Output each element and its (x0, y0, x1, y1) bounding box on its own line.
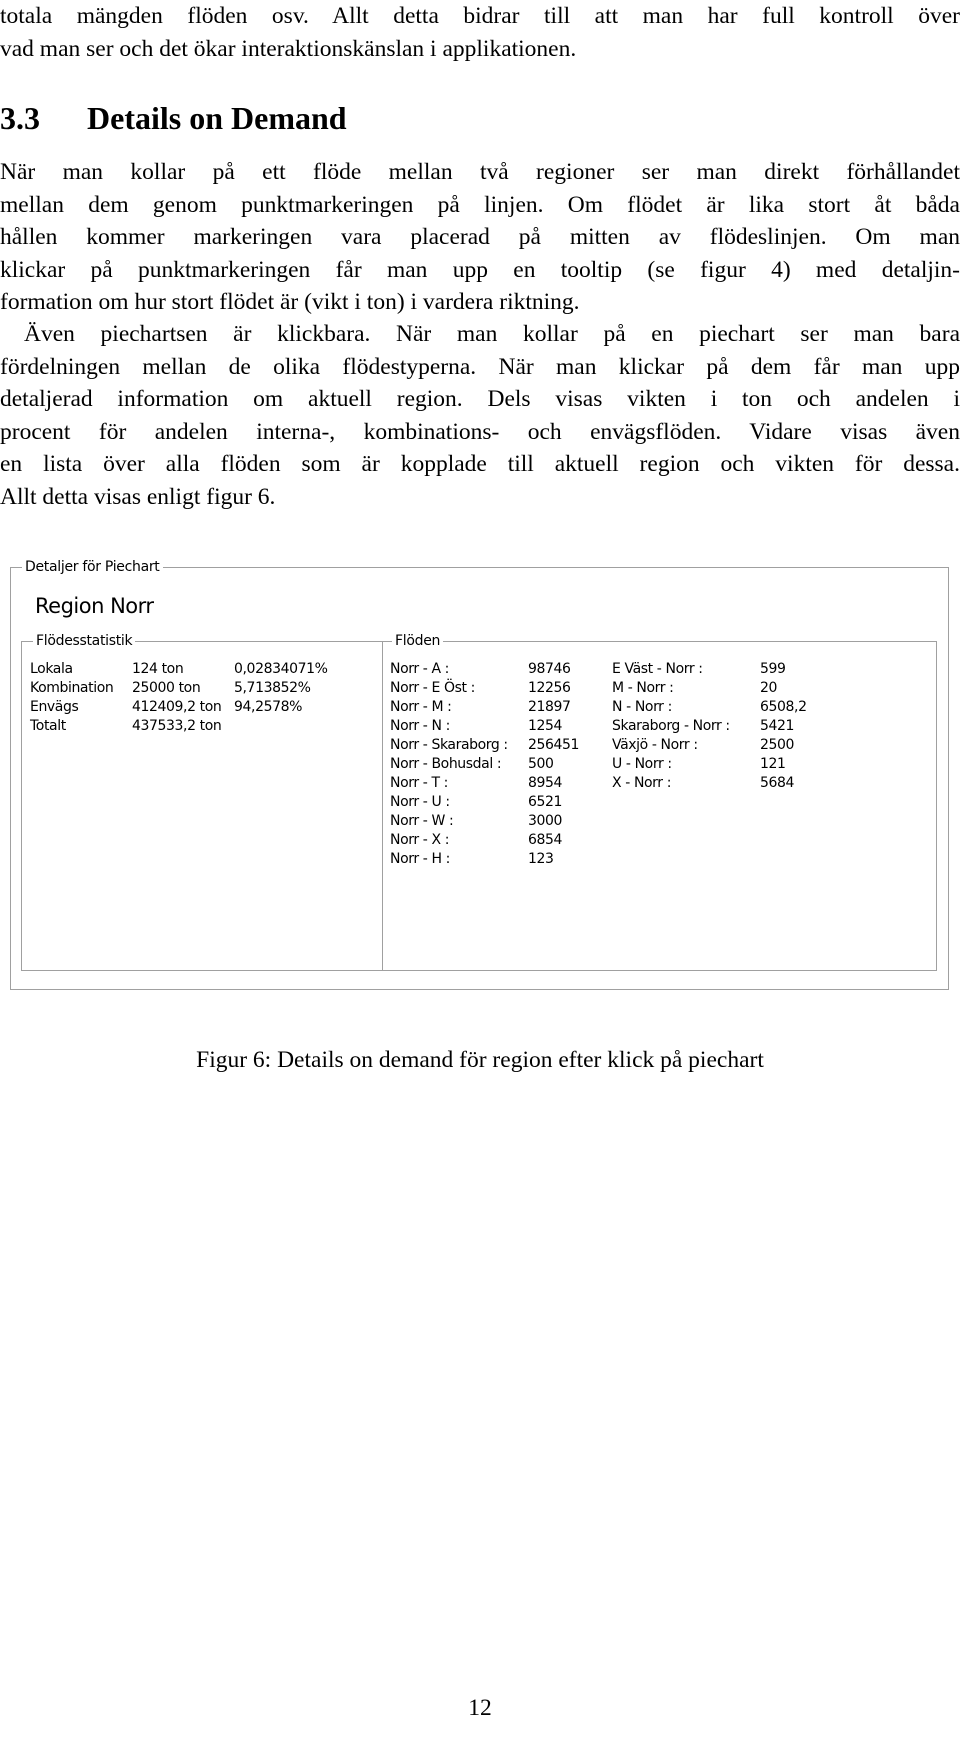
flow-row (390, 831, 600, 850)
stats-label: Totalt (30, 718, 66, 734)
flow-name: Norr - W : (390, 813, 454, 829)
flow-value: 121 (760, 756, 786, 772)
flow-value: 98746 (528, 661, 571, 677)
section-title-text: Details on Demand (87, 100, 347, 136)
flow-name: X - Norr : (612, 775, 672, 791)
flows-list-left (390, 660, 600, 869)
stats-row (30, 717, 380, 736)
flow-row (390, 660, 600, 679)
text-line: en lista över alla flöden som är kopplade till aktuell region och vikten för dessa. (0, 451, 960, 477)
text-line: Allt detta visas enligt figur 6. (0, 483, 276, 510)
stats-table (30, 660, 380, 736)
stats-percent: 0,02834071% (234, 661, 328, 677)
text-line: detaljerad information om aktuell region. Dels visas vikten i ton och andelen i (0, 386, 960, 412)
text-line: klickar på punktmarkeringen får man upp en tooltip (se figur 4) med detaljin- (0, 256, 960, 283)
stats-label: Envägs (30, 699, 79, 715)
flow-name: Norr - H : (390, 851, 450, 867)
flow-row (390, 850, 600, 869)
stats-group-label: Flödesstatistik (33, 633, 135, 649)
flow-value: 6854 (528, 832, 563, 848)
flow-name: Norr - U : (390, 794, 450, 810)
flow-value: 123 (528, 851, 554, 867)
details-group-label: Detaljer för Piechart (22, 559, 163, 575)
flow-row (612, 755, 812, 774)
figure-screenshot (10, 555, 950, 993)
flow-row (390, 679, 600, 698)
flow-name: Norr - N : (390, 718, 450, 734)
flow-row (390, 774, 600, 793)
text-line: formation om hur stort flödet är (vikt i ton) i vardera riktning. (0, 289, 580, 315)
text-line: Även piechartsen är klickbara. När man kollar på en piechart ser man bara (24, 321, 960, 347)
flow-row (612, 717, 812, 736)
stats-weight: 124 ton (132, 661, 184, 677)
flow-value: 256451 (528, 737, 580, 753)
flow-value: 3000 (528, 813, 563, 829)
region-title: Region Norr (35, 594, 154, 618)
flow-row (612, 679, 812, 698)
page-number: 12 (468, 1695, 492, 1721)
flow-name: Norr - A : (390, 661, 450, 677)
flow-value: 5421 (760, 718, 795, 734)
text-line: procent för andelen interna-, kombinations- och envägsflöden. Vidare visas även (0, 418, 960, 445)
flow-value: 6521 (528, 794, 563, 810)
flow-value: 500 (528, 756, 554, 772)
flow-value: 20 (760, 680, 778, 696)
flow-row (390, 812, 600, 831)
stats-percent: 5,713852% (234, 680, 311, 696)
flow-row (390, 755, 600, 774)
flow-row (612, 736, 812, 755)
flows-list-right (612, 660, 812, 793)
flow-name: Norr - T : (390, 775, 448, 791)
section-heading (0, 98, 347, 138)
stats-row (30, 660, 380, 679)
flow-name: Växjö - Norr : (612, 737, 698, 753)
stats-weight: 412409,2 ton (132, 699, 222, 715)
flow-value: 599 (760, 661, 786, 677)
flow-row (390, 793, 600, 812)
text-line: vad man ser och det ökar interaktionskänslan i applikationen. (0, 35, 577, 62)
flow-name: Norr - M : (390, 699, 452, 715)
text-line: mellan dem genom punktmarkeringen på linjen. Om flödet är lika stort åt båda (0, 191, 960, 218)
stats-row (30, 679, 380, 698)
flow-value: 6508,2 (760, 699, 807, 715)
flow-name: Norr - Skaraborg : (390, 737, 508, 753)
flow-value: 12256 (528, 680, 571, 696)
flow-name: U - Norr : (612, 756, 672, 772)
stats-weight: 25000 ton (132, 680, 201, 696)
flow-value: 1254 (528, 718, 563, 734)
text-line: hållen kommer markeringen vara placerad på mitten av flödeslinjen. Om man (0, 224, 960, 250)
body-paragraph (0, 318, 960, 513)
flow-value: 2500 (760, 737, 795, 753)
stats-label: Lokala (30, 661, 73, 677)
stats-weight: 437533,2 ton (132, 718, 222, 734)
flow-name: M - Norr : (612, 680, 674, 696)
text-line: fördelningen mellan de olika flödestyperna. När man klickar på dem får man upp (0, 353, 960, 380)
text-line: totala mängden flöden osv. Allt detta bidrar till att man har full kontroll över (0, 3, 960, 29)
flow-row (612, 774, 812, 793)
flow-row (612, 698, 812, 717)
intro-paragraph (0, 0, 960, 65)
flow-row (390, 736, 600, 755)
body-paragraph (0, 156, 960, 319)
flow-value: 8954 (528, 775, 563, 791)
flow-name: N - Norr : (612, 699, 672, 715)
flow-name: Skaraborg - Norr : (612, 718, 730, 734)
flow-row (612, 660, 812, 679)
stats-percent: 94,2578% (234, 699, 302, 715)
figure-caption: Figur 6: Details on demand för region efter klick på piechart (196, 1047, 764, 1073)
stats-label: Kombination (30, 680, 114, 696)
flow-value: 5684 (760, 775, 795, 791)
section-number: 3.3 (0, 100, 40, 136)
text-line: När man kollar på ett flöde mellan två regioner ser man direkt förhållandet (0, 159, 960, 185)
flow-name: Norr - Bohusdal : (390, 756, 502, 772)
flow-name: Norr - X : (390, 832, 450, 848)
flow-value: 21897 (528, 699, 571, 715)
flow-row (390, 717, 600, 736)
flow-row (390, 698, 600, 717)
flows-group-label: Flöden (392, 633, 443, 649)
flow-name: E Väst - Norr : (612, 661, 703, 677)
flow-name: Norr - E Öst : (390, 680, 475, 696)
stats-row (30, 698, 380, 717)
